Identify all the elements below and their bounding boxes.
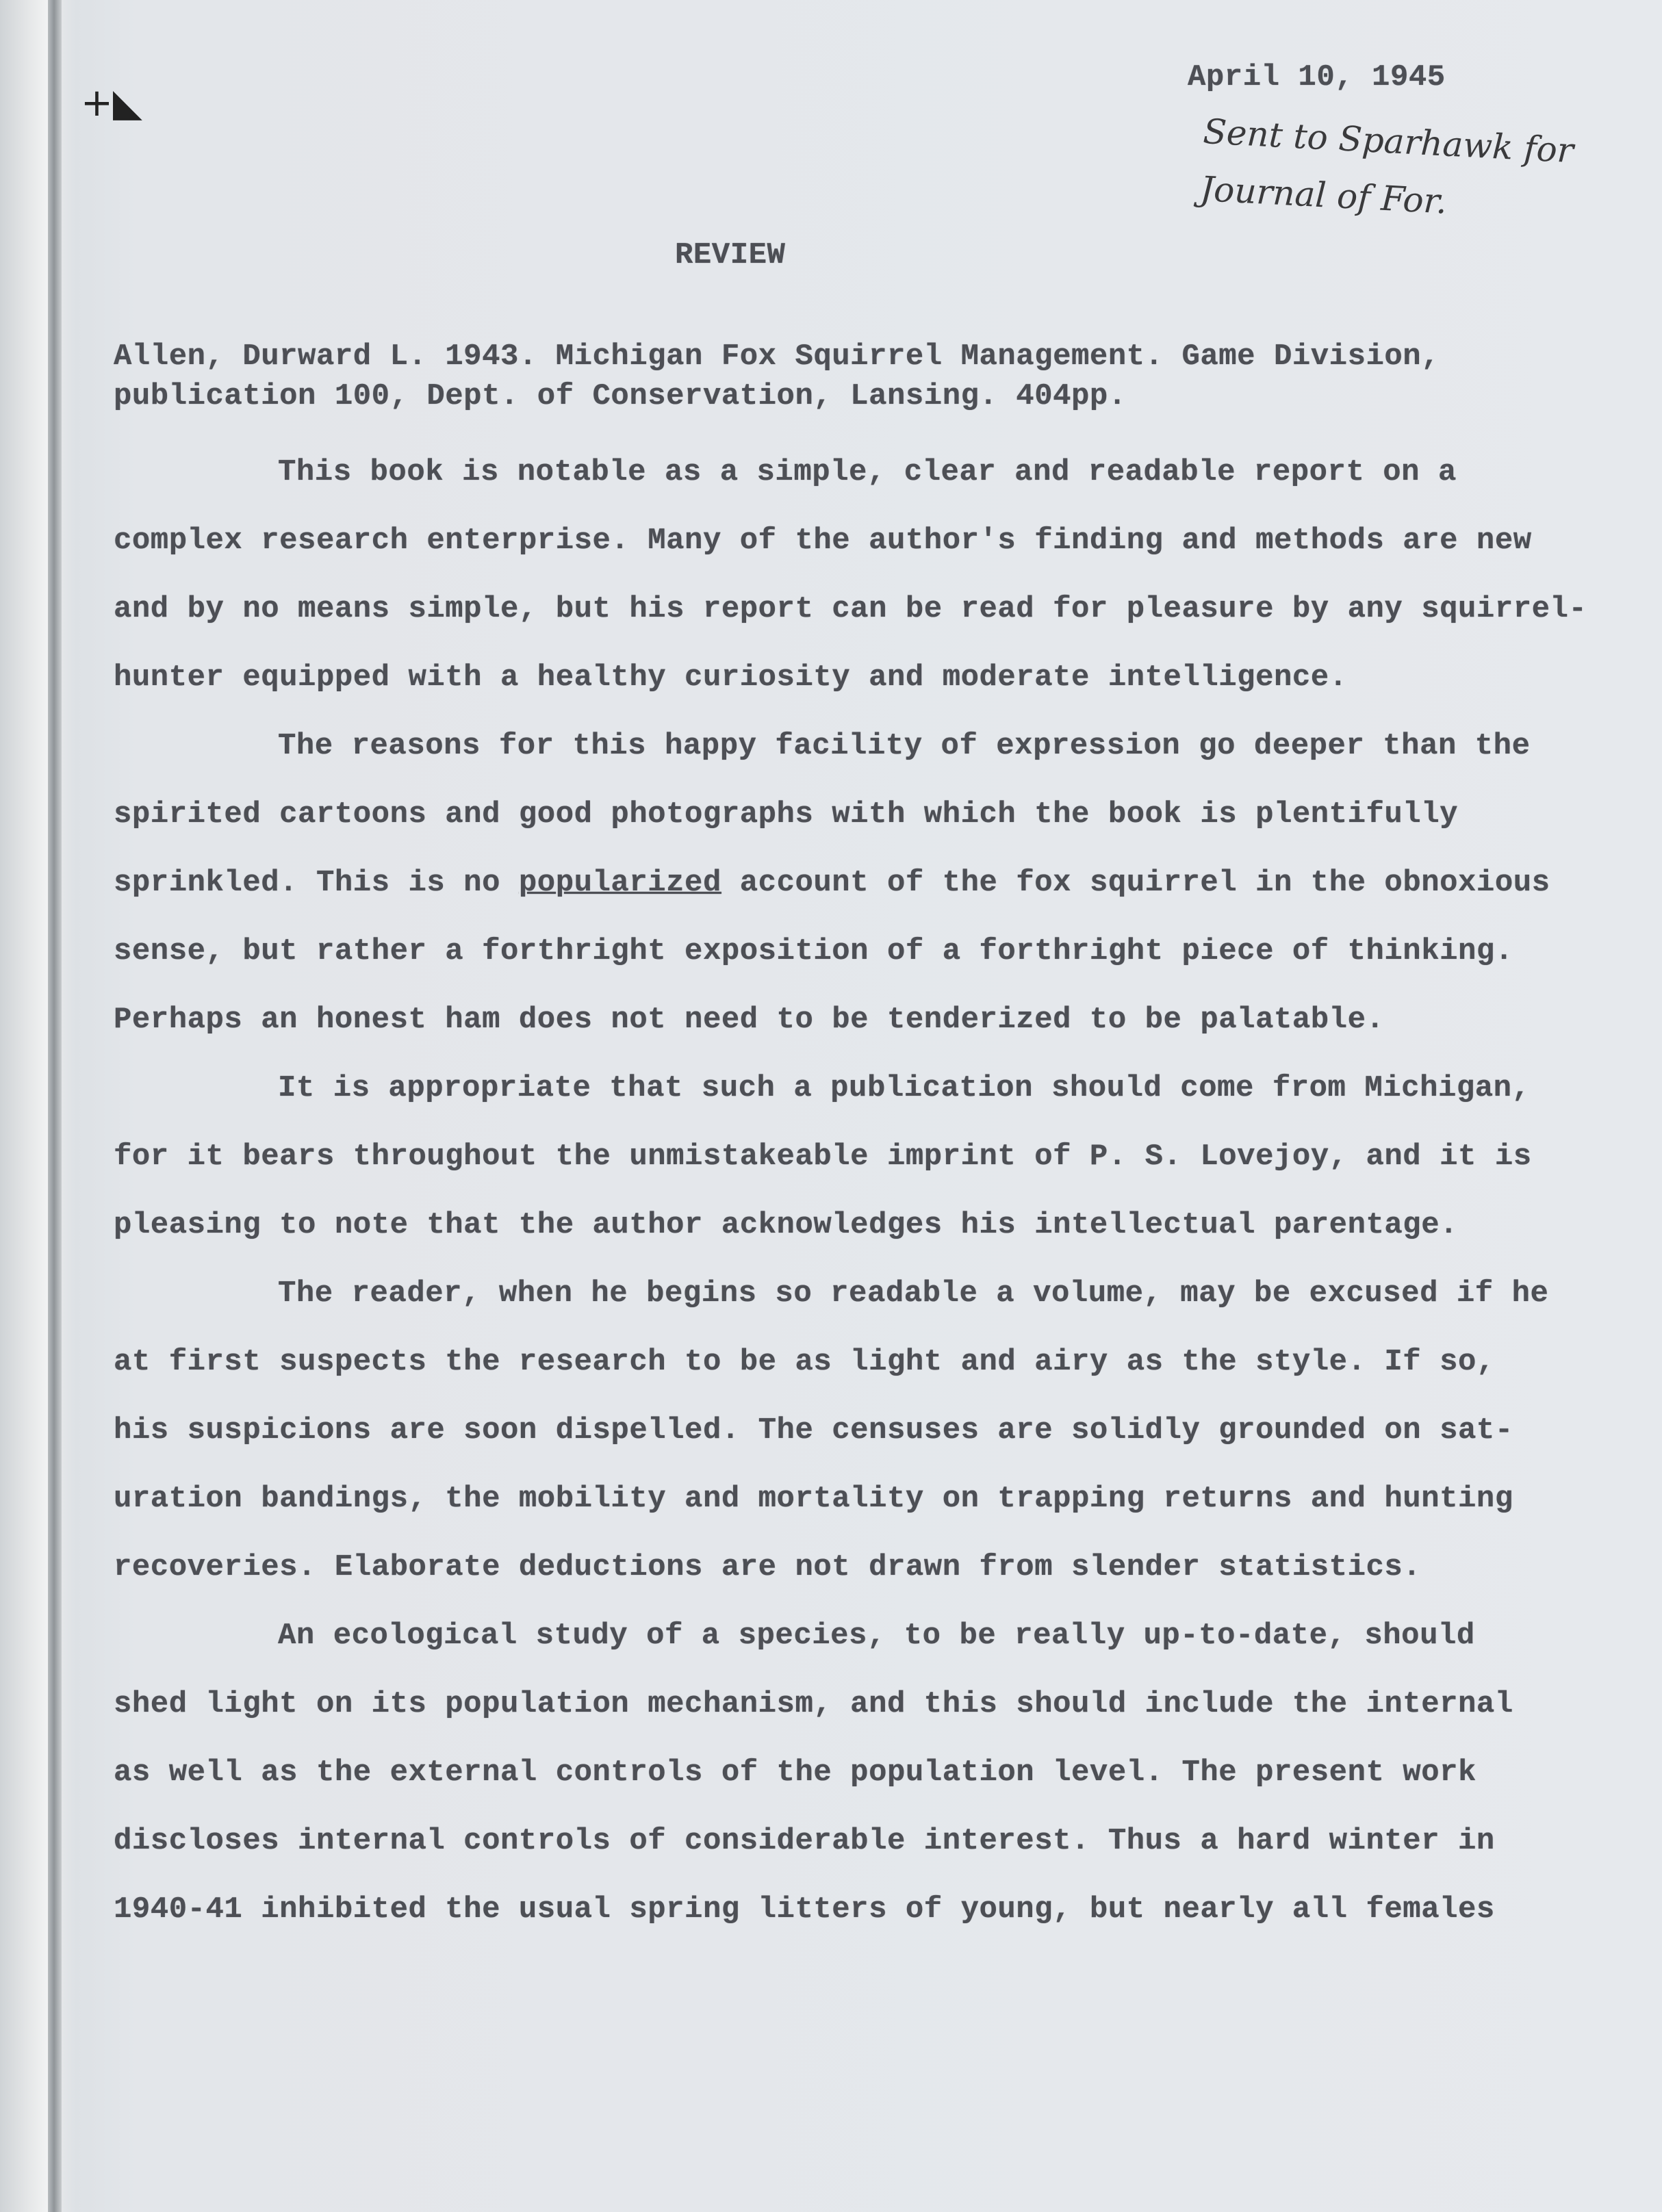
stray-pen-mark: +◣: [81, 81, 142, 125]
handwritten-line: Sent to Sparhawk for: [1202, 111, 1575, 171]
text-line: discloses internal controls of considerable interest. Thus a hard winter in: [114, 1824, 1495, 1858]
review-body: [114, 438, 1587, 1944]
text-line: [114, 849, 1550, 917]
text-line: as well as the external controls of the population level. The present work: [114, 1756, 1476, 1790]
text-line: This book is notable as a simple, clear and readable report on a: [278, 455, 1457, 489]
text-line: his suspicions are soon dispelled. The censuses are solidly grounded on sat-: [114, 1413, 1513, 1448]
text-line: at first suspects the research to be as light and airy as the style. If so,: [114, 1345, 1495, 1379]
handwritten-line: Journal of For.: [1199, 168, 1448, 222]
text-line: complex research enterprise. Many of the author's finding and methods are new: [114, 524, 1532, 558]
text-line: An ecological study of a species, to be really up-to-date, should: [278, 1619, 1475, 1653]
text-line: uration bandings, the mobility and mortality on trapping returns and hunting: [114, 1482, 1513, 1516]
text-line: spirited cartoons and good photographs with which the book is plentifully: [114, 797, 1459, 832]
text-line: shed light on its population mechanism, and this should include the internal: [114, 1687, 1513, 1721]
text-line: Perhaps an honest ham does not need to be tenderized to be palatable.: [114, 1003, 1385, 1037]
binding-edge: [48, 0, 62, 2212]
text-segment: account of the fox squirrel in the obnoxious: [721, 866, 1550, 900]
document-title: REVIEW: [675, 238, 786, 272]
text-line: The reasons for this happy facility of expression go deeper than the: [278, 729, 1531, 763]
text-line: hunter equipped with a healthy curiosity and moderate intelligence.: [114, 660, 1348, 695]
citation-line: Allen, Durward L. 1943. Michigan Fox Squirrel Management. Game Division,: [114, 339, 1440, 374]
citation-line: publication 100, Dept. of Conservation, Lansing. 404pp.: [114, 379, 1127, 413]
text-line: for it bears throughout the unmistakeable imprint of P. S. Lovejoy, and it is: [114, 1140, 1532, 1174]
underlined-word: popularized: [518, 866, 721, 900]
text-line: recoveries. Elaborate deductions are not drawn from slender statistics.: [114, 1550, 1422, 1584]
text-segment: sprinkled. This is no: [114, 866, 519, 900]
text-line: The reader, when he begins so readable a volume, may be excused if he: [278, 1276, 1549, 1311]
text-line: pleasing to note that the author acknowledges his intellectual parentage.: [114, 1208, 1459, 1242]
text-line: 1940-41 inhibited the usual spring litters of young, but nearly all females: [114, 1892, 1495, 1927]
citation: [114, 337, 1440, 416]
document-date: April 10, 1945: [1188, 60, 1446, 94]
text-line: It is appropriate that such a publication should come from Michigan,: [278, 1071, 1531, 1105]
text-line: sense, but rather a forthright exposition of a forthright piece of thinking.: [114, 934, 1513, 968]
text-line: and by no means simple, but his report can be read for pleasure by any squirrel-: [114, 592, 1587, 626]
handwritten-annotation: [1199, 103, 1575, 237]
